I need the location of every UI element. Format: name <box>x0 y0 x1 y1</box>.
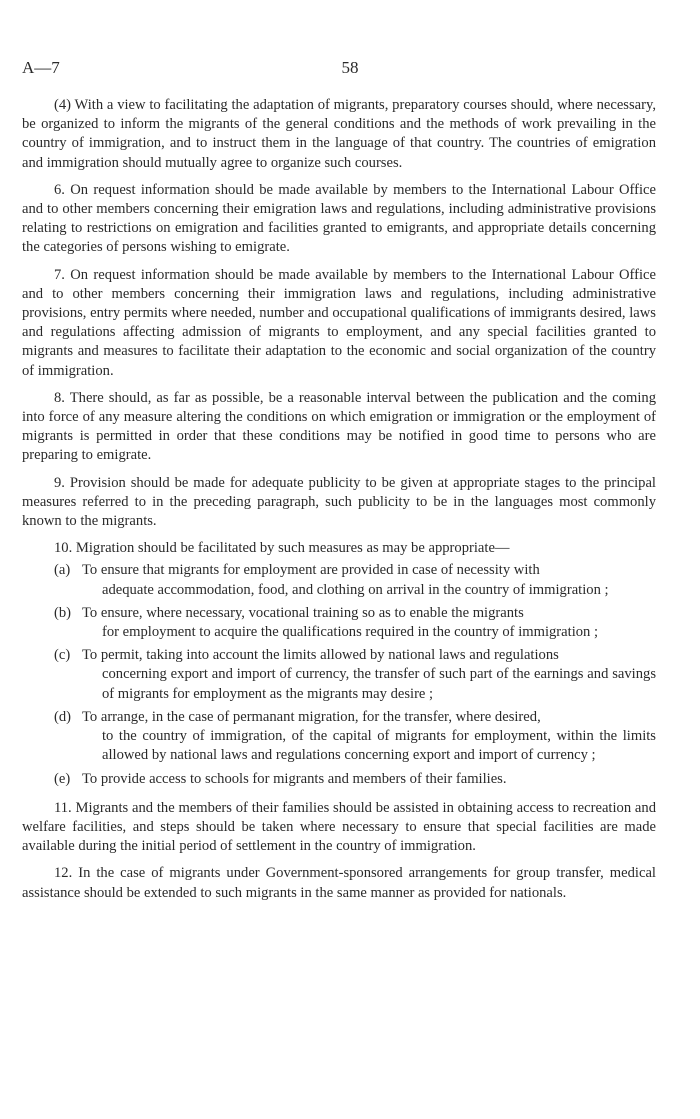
paragraph-11: 11. Migrants and the members of their families should be assisted in obtaining access to recreation and welfare facilities, and steps should be taken where necessary to ensure that special facilities are made available during the initial period of settlement in the country of immigration. <box>22 799 656 855</box>
list-item-label: (a) <box>54 562 71 579</box>
paragraph-10-intro: 10. Migration should be facilitated by such measures as may be appropriate— <box>54 540 510 557</box>
list-item-label: (b) <box>54 604 72 621</box>
paragraph-7: 7. On request information should be made available by members to the International Labour Office and to other members concerning their immigration laws and regulations, including administrative provisions, entry permits where needed, number and occupational qualifications of immigrants desired, laws and regulations affecting admission of migrants to employment, and any special facilities granted to migrants and measures to facilitate their adaptation to the economic and social organization of the country of immigration. <box>22 266 656 379</box>
list-item-text: To arrange, in the case of permanant migration, for the transfer, where desired, to the country of immigration, of the capital of migrants for employment, within the limits allowed by national laws and regulations concerning export and import of currency ; <box>82 708 656 764</box>
list-item-label: (c) <box>54 647 71 664</box>
list-item-text: To ensure, where necessary, vocational training so as to enable the migrants for employment to acquire the qualifications required in the country of immigration ; <box>82 604 599 641</box>
paragraph-10-list <box>22 561 656 788</box>
list-item-text: To ensure that migrants for employment are provided in case of necessity with adequate accommodation, food, and clothing on arrival in the country of immigration ; <box>82 562 609 598</box>
paragraph-9: 9. Provision should be made for adequate publicity to be given at appropriate stages to the principal measures referred to in the preceding paragraph, such publicity to be in the languages most commonly known to the migrants. <box>22 474 656 530</box>
list-item-label: (e) <box>54 770 71 787</box>
list-item-e <box>54 770 656 789</box>
document-body <box>22 96 656 911</box>
paragraph-12: 12. In the case of migrants under Government-sponsored arrangements for group transfer, medical assistance should be extended to such migrants in the same manner as provided for nationals. <box>22 865 656 901</box>
list-item-d <box>54 708 656 766</box>
list-item-a <box>54 561 656 599</box>
page-header <box>22 58 678 80</box>
list-item-label: (d) <box>54 708 72 725</box>
list-item-b <box>54 604 656 642</box>
paragraph-4: (4) With a view to facilitating the adaptation of migrants, preparatory courses should, where necessary, be organized to inform the migrants of the general conditions and the methods of work prevailing in the country of immigration, and to instruct them in the language of that country. The countries of emigration and immigration should mutually agree to organize such courses. <box>22 97 656 171</box>
paragraph-6: 6. On request information should be made available by members to the International Labour Office and to other members concerning their emigration laws and regulations, including administrative provisions relating to restrictions on emigration and facilities granted to emigrants, and appropriate details concerning the categories of persons wishing to emigrate. <box>22 181 656 256</box>
list-item-text: To provide access to schools for migrants and members of their families. <box>82 770 507 787</box>
list-item-c <box>54 646 656 704</box>
document-code: A—7 <box>22 58 60 77</box>
page-number: 58 <box>341 58 359 77</box>
list-item-text: To permit, taking into account the limits allowed by national laws and regulations concerning export and import of currency, the transfer of such part of the earnings and savings of migrants for employment as the migrants may desire ; <box>82 647 656 702</box>
paragraph-8: 8. There should, as far as possible, be a reasonable interval between the publication and the coming into force of any measure altering the conditions on which emigration or immigration or the employment of migrants is permitted in order that these conditions may be notified in good time to persons who are preparing to emigrate. <box>22 389 656 464</box>
